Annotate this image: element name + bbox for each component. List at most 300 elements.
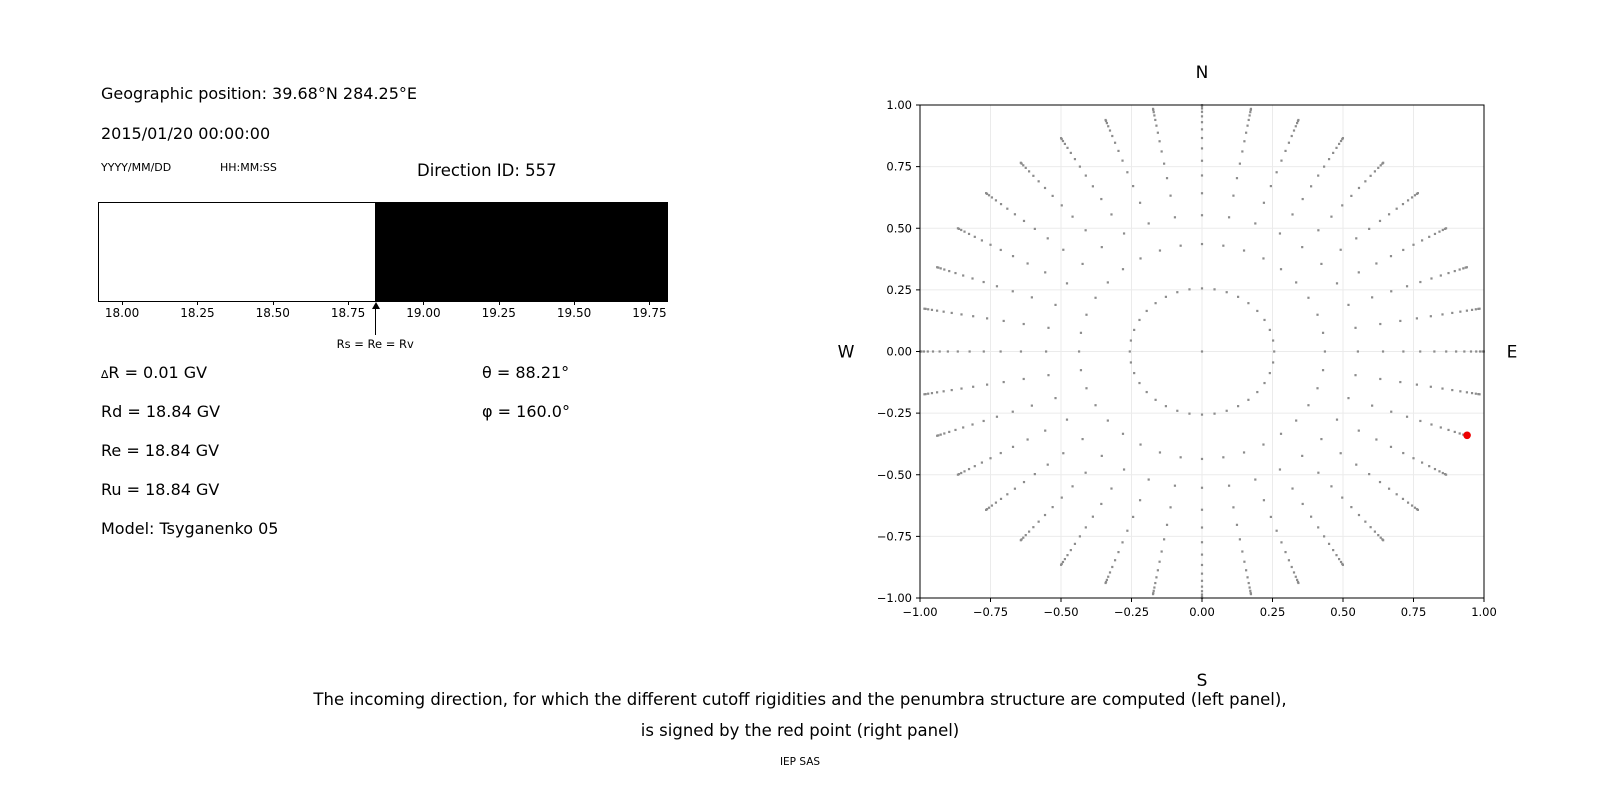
direction-dot <box>1399 320 1401 322</box>
direction-dot <box>1310 516 1312 518</box>
direction-dot <box>1295 576 1297 578</box>
direction-dot <box>1176 410 1178 412</box>
direction-dot <box>947 350 949 352</box>
direction-dot <box>1377 167 1379 169</box>
direction-dot <box>1341 138 1343 140</box>
direction-dot <box>1126 530 1128 532</box>
direction-dot <box>1416 317 1418 319</box>
direction-dot <box>1201 192 1203 194</box>
direction-dot <box>1402 498 1404 500</box>
direction-dot <box>1201 590 1203 592</box>
direction-dot <box>1226 291 1228 293</box>
direction-dot <box>1316 387 1318 389</box>
direction-dot <box>1130 339 1132 341</box>
direction-dot <box>1341 204 1343 206</box>
x-tick-label: 0.75 <box>1400 605 1427 619</box>
direction-dot <box>1430 423 1432 425</box>
direction-dot <box>1246 125 1248 127</box>
direction-dot <box>1213 413 1215 415</box>
direction-dot <box>1364 180 1366 182</box>
direction-dot <box>1044 514 1046 516</box>
direction-dot <box>1101 455 1103 457</box>
direction-dot <box>954 272 956 274</box>
direction-dot <box>1012 255 1014 257</box>
direction-dot <box>1071 485 1073 487</box>
direction-dot <box>1428 465 1430 467</box>
direction-dot <box>1368 228 1370 230</box>
direction-dot <box>1433 350 1435 352</box>
direction-dot <box>1269 372 1271 374</box>
direction-dot <box>1406 416 1408 418</box>
direction-dot <box>1201 147 1203 149</box>
penumbra-tick <box>499 301 500 305</box>
direction-dot <box>1201 573 1203 575</box>
direction-dot <box>1174 485 1176 487</box>
direction-dot <box>974 236 976 238</box>
compass-south-label: S <box>1196 671 1208 691</box>
date-format-label: YYYY/MM/DD <box>101 161 172 174</box>
direction-dot <box>1070 152 1072 154</box>
y-tick-label: 1.00 <box>886 98 912 112</box>
direction-dot <box>1293 571 1295 573</box>
direction-dot <box>1421 239 1423 241</box>
direction-dot <box>943 311 945 313</box>
direction-dot <box>1330 216 1332 218</box>
direction-dot <box>1434 468 1436 470</box>
direction-dot <box>1094 297 1096 299</box>
y-tick-label: 0.75 <box>886 159 912 174</box>
direction-dot <box>1441 313 1443 315</box>
direction-dot <box>1406 285 1408 287</box>
direction-dot <box>1003 320 1005 322</box>
direction-dot <box>1250 592 1252 594</box>
direction-dot <box>1085 472 1087 474</box>
direction-dot <box>968 233 970 235</box>
direction-dot <box>1256 310 1258 312</box>
direction-dot <box>1291 135 1293 137</box>
direction-dot <box>1163 538 1165 540</box>
direction-dot <box>1166 524 1168 526</box>
x-tick-label: 0.50 <box>1330 605 1356 619</box>
direction-dot <box>1288 142 1290 144</box>
direction-dot <box>940 434 942 436</box>
direction-dot <box>1132 516 1134 518</box>
direction-dot <box>1340 249 1342 251</box>
direction-dot <box>1123 232 1125 234</box>
direction-dot <box>972 315 974 317</box>
direction-dot <box>1066 554 1068 556</box>
direction-dot <box>1338 143 1340 145</box>
direction-dot <box>1355 464 1357 466</box>
direction-dot <box>932 350 934 352</box>
direction-dot <box>925 393 927 395</box>
direction-dot <box>1370 175 1372 177</box>
direction-dot <box>1152 592 1154 594</box>
direction-dot <box>1014 488 1016 490</box>
rd-value: Rd = 18.84 GV <box>101 402 221 421</box>
direction-dot <box>1296 122 1298 124</box>
direction-dot <box>954 429 956 431</box>
direction-dot <box>958 473 960 475</box>
direction-dot <box>1201 214 1203 216</box>
phi-value: φ = 160.0° <box>482 402 570 421</box>
direction-dot <box>1071 216 1073 218</box>
direction-dot <box>991 504 993 506</box>
direction-dot <box>1012 446 1014 448</box>
direction-dot <box>1470 350 1472 352</box>
direction-dot <box>960 229 962 231</box>
direction-dot <box>1174 216 1176 218</box>
direction-dot <box>1101 246 1103 248</box>
direction-dot <box>1375 262 1377 264</box>
direction-dot <box>1188 288 1190 290</box>
direction-dot <box>1382 350 1384 352</box>
penumbra-tick-label: 18.25 <box>180 306 215 320</box>
direction-dot <box>1430 315 1432 317</box>
direction-dot <box>1239 538 1241 540</box>
direction-dot <box>1454 431 1456 433</box>
direction-dot <box>1332 549 1334 551</box>
x-tick-label: −0.50 <box>1043 605 1079 619</box>
direction-dot <box>1239 163 1241 165</box>
direction-dot <box>1249 111 1251 113</box>
direction-dot <box>1296 579 1298 581</box>
direction-dot <box>1111 566 1113 568</box>
direction-dot <box>1317 526 1319 528</box>
ru-value: Ru = 18.84 GV <box>101 480 220 499</box>
direction-dot <box>1254 222 1256 224</box>
direction-dot <box>1280 541 1282 543</box>
direction-dot <box>1000 452 1002 454</box>
rigidity-arrow-head <box>372 302 380 309</box>
direction-dot <box>1237 405 1239 407</box>
direction-dot <box>1246 576 1248 578</box>
direction-dot <box>1052 506 1054 508</box>
direction-dot <box>1023 378 1025 380</box>
direction-dot <box>948 270 950 272</box>
direction-dot <box>1044 430 1046 432</box>
direction-dot <box>1421 461 1423 463</box>
direction-dot <box>1340 140 1342 142</box>
direction-dot <box>1358 514 1360 516</box>
direction-dot <box>936 391 938 393</box>
model-label: Model: Tsyganenko 05 <box>101 519 279 538</box>
direction-dot <box>986 193 988 195</box>
direction-dot <box>1061 138 1063 140</box>
rigidity-arrow <box>375 309 376 335</box>
direction-dot <box>1241 150 1243 152</box>
direction-dot <box>1201 580 1203 582</box>
direction-dot <box>931 309 933 311</box>
direction-dot <box>1066 419 1068 421</box>
direction-dot <box>1201 121 1203 123</box>
direction-dot <box>1062 140 1064 142</box>
direction-dot <box>1133 372 1135 374</box>
direction-dot <box>1159 249 1161 251</box>
direction-dot <box>1419 281 1421 283</box>
direction-dot <box>1273 350 1275 352</box>
direction-dot <box>1249 586 1251 588</box>
direction-dot <box>1085 526 1087 528</box>
direction-dot <box>986 317 988 319</box>
direction-dot <box>1201 111 1203 113</box>
direction-dot <box>1280 160 1282 162</box>
direction-dot <box>1133 329 1135 331</box>
direction-dot <box>1280 433 1282 435</box>
direction-dot <box>988 194 990 196</box>
direction-dot <box>1022 537 1024 539</box>
direction-dot <box>1379 378 1381 380</box>
direction-dot <box>1247 302 1249 304</box>
direction-dot <box>1412 457 1414 459</box>
direction-dot <box>1440 274 1442 276</box>
penumbra-tick-label: 19.50 <box>556 306 592 320</box>
direction-dot <box>1064 558 1066 560</box>
direction-dot <box>1340 452 1342 454</box>
direction-dot <box>1062 249 1064 251</box>
direction-dot <box>1109 129 1111 131</box>
direction-dot <box>989 457 991 459</box>
direction-dot <box>1302 503 1304 505</box>
direction-dot <box>1320 438 1322 440</box>
direction-dot <box>972 386 974 388</box>
direction-dot <box>1201 115 1203 117</box>
direction-dot <box>963 231 965 233</box>
direction-dot <box>1466 391 1468 393</box>
direction-dot <box>1034 228 1036 230</box>
direction-dot <box>1402 249 1404 251</box>
penumbra-bar <box>98 202 668 302</box>
direction-dot <box>1169 195 1171 197</box>
direction-dot <box>1161 550 1163 552</box>
direction-dot <box>1201 458 1203 460</box>
direction-dot <box>1402 203 1404 205</box>
direction-dot <box>1148 478 1150 480</box>
direction-dot <box>1180 456 1182 458</box>
direction-dot <box>1188 413 1190 415</box>
direction-dot <box>1201 137 1203 139</box>
direction-dot <box>937 267 939 269</box>
direction-dot <box>1479 350 1481 352</box>
direction-dot <box>1000 498 1002 500</box>
direction-dot <box>1419 350 1421 352</box>
direction-dot <box>988 507 990 509</box>
direction-dot <box>1262 257 1264 259</box>
direction-dot <box>931 392 933 394</box>
direction-dot <box>1295 419 1297 421</box>
direction-dot <box>1132 185 1134 187</box>
direction-dot <box>1323 535 1325 537</box>
direction-dot <box>1074 158 1076 160</box>
direction-dot <box>1047 374 1049 376</box>
penumbra-tick <box>649 301 650 305</box>
direction-dot <box>1222 456 1224 458</box>
direction-dot <box>1444 473 1446 475</box>
direction-dot <box>1256 391 1258 393</box>
direction-dot <box>1023 220 1025 222</box>
direction-dot <box>1032 175 1034 177</box>
direction-dot <box>1438 470 1440 472</box>
direction-dot <box>1399 381 1401 383</box>
direction-dot <box>1317 174 1319 176</box>
direction-dot <box>1477 308 1479 310</box>
direction-dot <box>1440 426 1442 428</box>
direction-dot <box>1459 311 1461 313</box>
direction-dot <box>1000 249 1002 251</box>
direction-dot <box>996 285 998 287</box>
rigidity-arrow-label: Rs = Re = Rv <box>336 337 414 351</box>
penumbra-tick <box>122 301 123 305</box>
direction-dot <box>1085 387 1087 389</box>
penumbra-tick <box>273 301 274 305</box>
direction-dot <box>1066 282 1068 284</box>
direction-dot <box>1044 271 1046 273</box>
direction-dot <box>1263 319 1265 321</box>
direction-dot <box>925 308 927 310</box>
caption-line-1: The incoming direction, for which the different cutoff rigidities and the penumbra structure are computed (left panel), <box>313 690 1287 709</box>
direction-dot <box>1430 277 1432 279</box>
direction-dot <box>1248 119 1250 121</box>
direction-dot <box>1034 473 1036 475</box>
direction-dot <box>1444 228 1446 230</box>
direction-dot <box>1477 393 1479 395</box>
direction-dot <box>1462 267 1464 269</box>
direction-dot <box>1201 160 1203 162</box>
datetime-label: 2015/01/20 00:00:00 <box>101 124 271 143</box>
direction-dot <box>1154 119 1156 121</box>
x-tick-label: −0.25 <box>1113 605 1150 619</box>
direction-dot <box>1153 114 1155 116</box>
direction-dot <box>1379 220 1381 222</box>
direction-dot <box>981 239 983 241</box>
direction-dot <box>983 350 985 352</box>
direction-dot <box>1279 468 1281 470</box>
y-tick-label: 0.25 <box>886 282 912 297</box>
direction-dot <box>1105 581 1107 583</box>
direction-dot <box>958 228 960 230</box>
direction-dot <box>1159 451 1161 453</box>
direction-dot <box>1335 147 1337 149</box>
direction-dot <box>1412 244 1414 246</box>
penumbra-tick-label: 19.25 <box>481 306 516 320</box>
direction-dot <box>1201 554 1203 556</box>
direction-dot <box>1414 507 1416 509</box>
direction-dot <box>1272 361 1274 363</box>
direction-dot <box>1154 399 1156 401</box>
direction-dot <box>1320 263 1322 265</box>
direction-dot <box>1176 291 1178 293</box>
direction-dot <box>1475 393 1477 395</box>
direction-dot <box>1241 550 1243 552</box>
direction-dot <box>940 267 942 269</box>
direction-dot <box>1161 150 1163 152</box>
direction-dot <box>1105 120 1107 122</box>
direction-dot <box>1270 185 1272 187</box>
direction-dot <box>1270 516 1272 518</box>
direction-dot <box>1213 288 1215 290</box>
direction-dot <box>1247 399 1249 401</box>
direction-dot-center <box>1201 350 1203 352</box>
direction-dot <box>1336 419 1338 421</box>
direction-dot <box>1154 582 1156 584</box>
y-tick-label: 0.00 <box>886 344 912 359</box>
compass-north-label: N <box>1195 63 1209 83</box>
direction-dot <box>1139 257 1141 259</box>
direction-dot <box>960 313 962 315</box>
direction-dot <box>1322 332 1324 334</box>
direction-dot <box>1061 497 1063 499</box>
direction-dot <box>1297 581 1299 583</box>
direction-dot <box>974 465 976 467</box>
compass-east-label: E <box>1506 342 1518 363</box>
direction-dot <box>943 432 945 434</box>
direction-dot <box>1100 198 1102 200</box>
direction-dot <box>1347 397 1349 399</box>
direction-dot <box>968 468 970 470</box>
direction-dot <box>1032 526 1034 528</box>
direction-dot <box>1411 504 1413 506</box>
direction-dot <box>981 461 983 463</box>
direction-dot <box>1228 216 1230 218</box>
direction-dot <box>1371 296 1373 298</box>
direction-dot <box>1295 125 1297 127</box>
direction-dot <box>1301 455 1303 457</box>
direction-dot <box>1107 281 1109 283</box>
direction-dot <box>1402 452 1404 454</box>
direction-dot <box>1079 535 1081 537</box>
direction-dot <box>1390 446 1392 448</box>
direction-dot <box>1111 135 1113 137</box>
direction-dot <box>995 502 997 504</box>
direction-dot <box>1114 559 1116 561</box>
direction-dot <box>1110 213 1112 215</box>
direction-dot <box>962 274 964 276</box>
direction-dot <box>1139 499 1141 501</box>
penumbra-tick <box>348 301 349 305</box>
direction-dot <box>1201 509 1203 511</box>
direction-dot <box>1165 405 1167 407</box>
direction-dot <box>1463 350 1465 352</box>
geographic-position-label: Geographic position: 39.68°N 284.25°E <box>101 84 417 103</box>
direction-dot <box>1100 503 1102 505</box>
direction-dot <box>1332 152 1334 154</box>
direction-dot <box>1407 502 1409 504</box>
direction-dot <box>969 350 971 352</box>
direction-plot <box>830 55 1520 691</box>
direction-dot <box>1263 499 1265 501</box>
direction-dot <box>1031 405 1033 407</box>
direction-dot <box>1064 143 1066 145</box>
direction-dot <box>1475 308 1477 310</box>
direction-dot <box>1062 452 1064 454</box>
x-tick-label: −1.00 <box>902 605 938 619</box>
direction-dot <box>1447 272 1449 274</box>
direction-dot <box>1094 404 1096 406</box>
direction-dot <box>1092 516 1094 518</box>
direction-dot <box>1130 361 1132 363</box>
direction-dot <box>1121 541 1123 543</box>
penumbra-forbidden-region <box>375 202 668 302</box>
direction-dot <box>971 277 973 279</box>
direction-dot <box>1243 249 1245 251</box>
direction-dot <box>1157 132 1159 134</box>
direction-dot <box>1377 534 1379 536</box>
direction-dot <box>983 420 985 422</box>
direction-dot <box>1445 350 1447 352</box>
direction-dot <box>1139 443 1141 445</box>
direction-dot <box>1158 561 1160 563</box>
direction-dot <box>1006 493 1008 495</box>
